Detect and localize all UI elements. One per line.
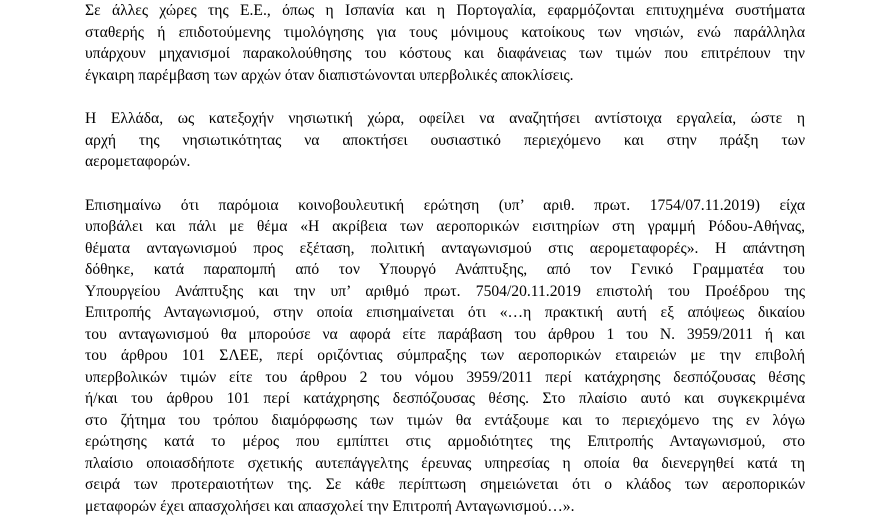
text-line: αερομεταφορών.: [85, 151, 805, 173]
text-line: υπάρχουν μηχανισμοί παρακολούθησης του κόστους και διαφάνειας των τιμών που επιτρέπουν την: [85, 43, 805, 65]
text-line: αρχή της νησιωτικότητας να αποκτήσει ουσιαστικό περιεχόμενο και στην πράξη των: [85, 130, 805, 152]
text-line: στο ζήτημα του τρόπου διαμόρφωσης των τιμών θα εντάξουμε και το περιεχόμενο της εν λόγω: [85, 410, 805, 432]
text-line: ή/και του άρθρου 101 περί κατάχρησης δεσπόζουσας θέσης. Στο πλαίσιο αυτό και συγκεκριμένα: [85, 388, 805, 410]
text-line: ερώτησης κατά το μέρος που εμπίπτει στις αρμοδιότητες της Επιτροπής Ανταγωνισμού, στο: [85, 431, 805, 453]
paragraph-spacer: [85, 173, 805, 195]
text-line: μεταφορών έχει απασχολήσει και απασχολεί την Επιτροπή Ανταγωνισμού…».: [85, 496, 805, 517]
paragraph-island-pricing: [85, 0, 805, 86]
text-line: υποβάλει και πάλι με θέμα «Η ακρίβεια των αεροπορικών εισιτηρίων στη γραμμή Ρόδου-Αθήνας,: [85, 216, 805, 238]
text-line: σταθερής ή επιδοτούμενης τιμολόγησης για τους μόνιμους κατοίκους των νησιών, ενώ παράλληλα: [85, 22, 805, 44]
text-line: σειρά των προτεραιοτήτων της. Σε κάθε περίπτωση σημειώνεται ότι ο κλάδος των αεροπορικών: [85, 474, 805, 496]
paragraph-greece-insularity: [85, 108, 805, 173]
text-line: Επισημαίνω ότι παρόμοια κοινοβουλευτική ερώτηση (υπ’ αριθ. πρωτ. 1754/07.11.2019) είχα: [85, 195, 805, 217]
text-line: του ανταγωνισμού θα μπορούσε να αφορά είτε παράβαση του άρθρου 1 του Ν. 3959/2011 ή και: [85, 324, 805, 346]
document-page: [85, 0, 805, 517]
paragraph-previous-question: [85, 195, 805, 517]
text-line: υπερβολικών τιμών είτε του άρθρου 2 του νόμου 3959/2011 περί κατάχρησης δεσπόζουσας θέσης: [85, 367, 805, 389]
text-line: Η Ελλάδα, ως κατεξοχήν νησιωτική χώρα, οφείλει να αναζητήσει αντίστοιχα εργαλεία, ώστε η: [85, 108, 805, 130]
text-line: Επιτροπής Ανταγωνισμού, στην οποία επισημαίνεται ότι «…η πρακτική αυτή εξ απόψεως δικαίου: [85, 302, 805, 324]
text-line: θέματα ανταγωνισμού προς εξέταση, πολιτική ανταγωνισμού στις αερομεταφορές». Η απάντηση: [85, 238, 805, 260]
text-line: του άρθρου 101 ΣΛΕΕ, περί οριζόντιας σύμπραξης των αεροπορικών εταιρειών με την επιβολή: [85, 345, 805, 367]
paragraph-spacer: [85, 86, 805, 108]
text-line: έγκαιρη παρέμβαση των αρχών όταν διαπιστώνονται υπερβολικές αποκλίσεις.: [85, 65, 805, 87]
text-line: πλαίσιο οποιασδήποτε σχετικής αυτεπάγγελτης έρευνας υπηρεσίας η οποία θα διενεργηθεί κατά τη: [85, 453, 805, 475]
text-line: δόθηκε, κατά παραπομπή από τον Υπουργό Ανάπτυξης, από τον Γενικό Γραμματέα του: [85, 259, 805, 281]
text-line: Υπουργείου Ανάπτυξης και την υπ’ αριθμό πρωτ. 7504/20.11.2019 επιστολή του Προέδρου της: [85, 281, 805, 303]
text-line: Σε άλλες χώρες της Ε.Ε., όπως η Ισπανία και η Πορτογαλία, εφαρμόζονται επιτυχημένα συστήματα: [85, 0, 805, 22]
